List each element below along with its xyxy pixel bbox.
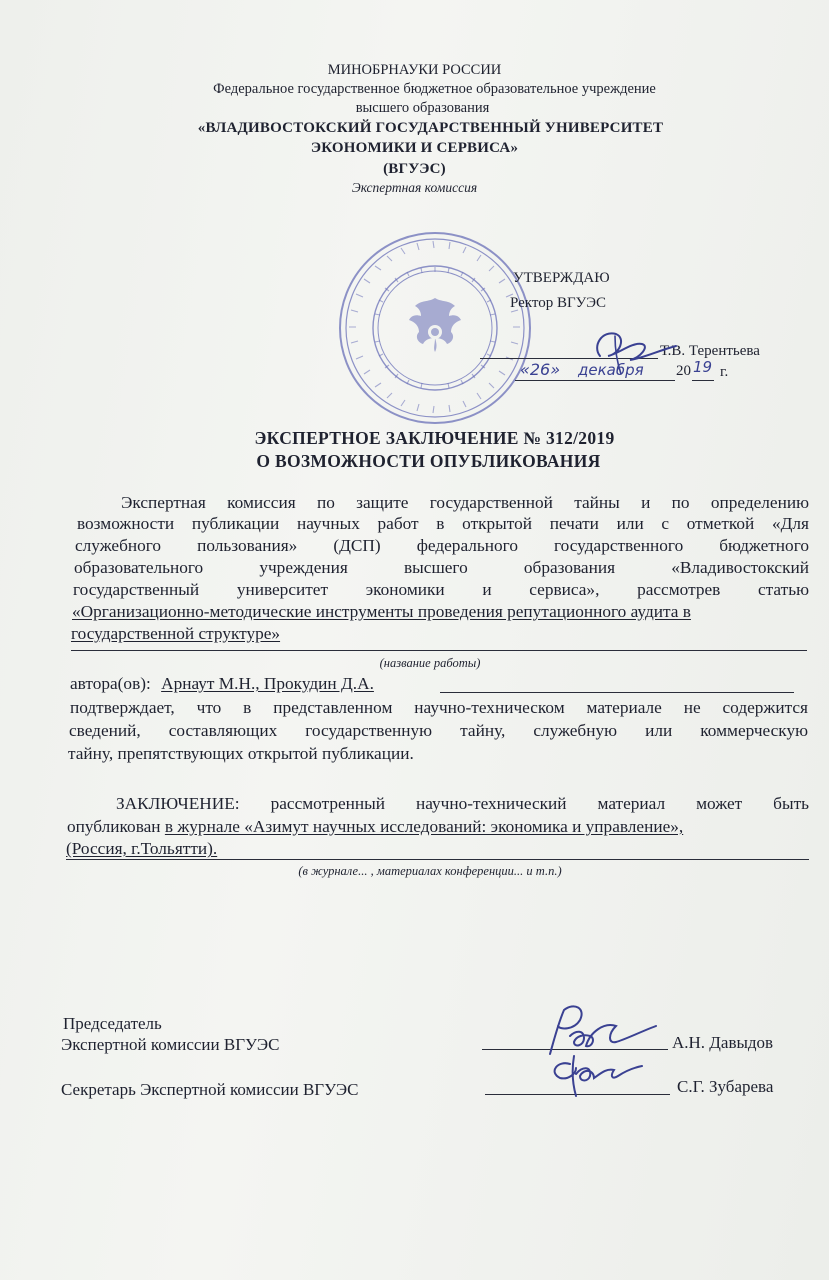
document-title-line2: О ВОЗМОЖНОСТИ ОПУБЛИКОВАНИЯ bbox=[256, 451, 601, 471]
approval-date-line bbox=[515, 380, 675, 381]
ministry-name: МИНОБРНАУКИ РОССИИ bbox=[327, 62, 502, 78]
work-title-text-1: «Организационно-методические инструменты проведения репутационного аудита в bbox=[72, 602, 691, 621]
approval-year-unit: г. bbox=[720, 364, 729, 380]
commission-name: Экспертная комиссия bbox=[351, 180, 478, 195]
official-stamp bbox=[335, 228, 535, 428]
university-abbr: (ВГУЭС) bbox=[383, 161, 446, 177]
conclusion-rule bbox=[66, 859, 809, 860]
university-name-line1: «ВЛАДИВОСТОКСКИЙ ГОСУДАРСТВЕННЫЙ УНИВЕРСИТЕТ bbox=[197, 120, 664, 136]
rector-position: Ректор ВГУЭС bbox=[510, 295, 607, 311]
approve-label: УТВЕРЖДАЮ bbox=[513, 270, 610, 286]
authors-label: автора(ов): bbox=[70, 674, 151, 693]
work-title-rule bbox=[71, 650, 807, 651]
conclusion-caption: (в журнале... , материалах конференции... и т.п.) bbox=[298, 864, 562, 878]
conclusion-prefix: опубликован bbox=[67, 817, 161, 836]
chair-name: А.Н. Давыдов bbox=[672, 1033, 774, 1052]
chair-label-line2: Экспертной комиссии ВГУЭС bbox=[61, 1035, 280, 1054]
rector-name: Т.В. Терентьева bbox=[660, 343, 760, 359]
chair-label-line1: Председатель bbox=[63, 1014, 162, 1033]
authors-rule bbox=[440, 692, 794, 693]
body-line-4: образовательного учреждения высшего образования «Владивостокский bbox=[74, 558, 809, 577]
body-line-3: служебного пользования» (ДСП) федерального государственного бюджетного bbox=[75, 536, 809, 555]
authors-value: Арнаут М.Н., Прокудин Д.А. bbox=[161, 674, 374, 693]
authors-row bbox=[70, 673, 374, 694]
document-title-line1: ЭКСПЕРТНОЕ ЗАКЛЮЧЕНИЕ № 312/2019 bbox=[254, 428, 615, 448]
institution-type-line2: высшего образования bbox=[355, 100, 490, 116]
work-title-caption: (название работы) bbox=[379, 656, 481, 670]
conclusion-line-1: ЗАКЛЮЧЕНИЕ: рассмотренный научно-технический материал может быть bbox=[116, 794, 809, 813]
body-line-2: возможности публикации научных работ в открытой печати или с отметкой «Для bbox=[77, 514, 809, 533]
body-line-5: государственный университет экономики и сервиса», рассмотрев статью bbox=[73, 580, 809, 599]
conclusion-journal: в журнале «Азимут научных исследований: экономика и управление», bbox=[164, 817, 684, 836]
work-title-text-2: государственной структуре» bbox=[71, 624, 281, 643]
approval-year-prefix: 20 bbox=[676, 363, 691, 379]
conclusion-line-2 bbox=[67, 816, 683, 837]
confirm-line-3: тайну, препятствующих открытой публикации. bbox=[68, 744, 414, 763]
conclusion-line-3 bbox=[66, 838, 217, 859]
conclusion-location: (Россия, г.Тольятти). bbox=[66, 839, 218, 858]
body-line-1: Экспертная комиссия по защите государственной тайны и по определению bbox=[121, 493, 809, 512]
secretary-signature bbox=[540, 1050, 650, 1100]
work-title-line1 bbox=[72, 601, 691, 622]
approval-day: «26» bbox=[520, 360, 561, 379]
institution-type-line1: Федеральное государственное бюджетное образовательное учреждение bbox=[213, 81, 656, 97]
secretary-label: Секретарь Экспертной комиссии ВГУЭС bbox=[61, 1080, 359, 1099]
approval-year-suffix: 19 bbox=[693, 358, 713, 376]
approval-year-line bbox=[692, 380, 714, 381]
work-title-line2 bbox=[71, 623, 280, 644]
approval-month: декабря bbox=[578, 361, 644, 379]
university-name-line2: ЭКОНОМИКИ И СЕРВИСА» bbox=[310, 140, 519, 156]
secretary-name: С.Г. Зубарева bbox=[677, 1077, 774, 1096]
confirm-line-1: подтверждает, что в представленном научно-техническом материале не содержится bbox=[70, 698, 808, 717]
confirm-line-2: сведений, составляющих государственную тайну, служебную или коммерческую bbox=[69, 721, 808, 740]
